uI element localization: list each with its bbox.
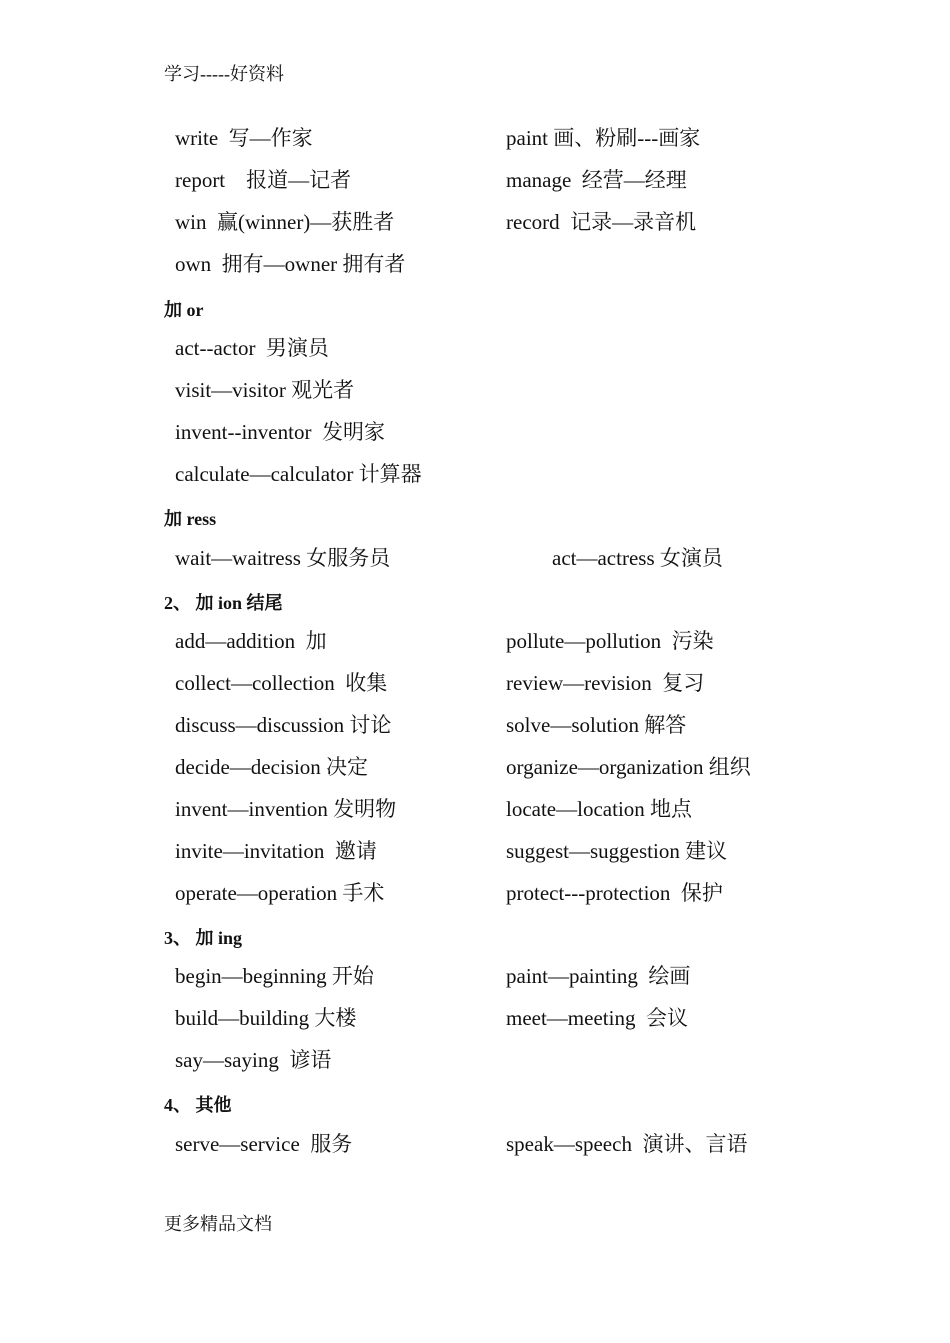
word-entry: solve—solution 解答	[506, 713, 687, 737]
word-entry: visit—visitor 观光者	[175, 378, 355, 402]
word-entry: add—addition 加	[175, 629, 327, 653]
section-title-ress: 加 ress	[164, 509, 217, 529]
word-entry: say—saying 谚语	[175, 1048, 332, 1072]
section-title-other: 4、 其他	[164, 1095, 232, 1115]
word-entry: build—building 大楼	[175, 1006, 357, 1030]
word-entry: invent—invention 发明物	[175, 797, 397, 821]
section-title-or: 加 or	[164, 300, 204, 320]
word-entry: speak—speech 演讲、言语	[506, 1132, 748, 1156]
page-header: 学习-----好资料	[164, 64, 284, 84]
word-entry: paint—painting 绘画	[506, 964, 691, 988]
word-entry: serve—service 服务	[175, 1132, 353, 1156]
word-entry: invite—invitation 邀请	[175, 839, 377, 863]
section-title-ing: 3、 加 ing	[164, 928, 243, 948]
word-entry: begin—beginning 开始	[175, 964, 374, 988]
word-entry: meet—meeting 会议	[506, 1006, 688, 1030]
page-footer: 更多精品文档	[164, 1214, 272, 1234]
word-entry: collect—collection 收集	[175, 671, 388, 695]
word-entry: record 记录—录音机	[506, 210, 697, 234]
word-entry: win 赢(winner)—获胜者	[175, 210, 395, 234]
word-entry: locate—location 地点	[506, 797, 693, 821]
word-entry: report 报道—记者	[175, 168, 352, 192]
word-entry: pollute—pollution 污染	[506, 629, 714, 653]
word-entry: suggest—suggestion 建议	[506, 839, 728, 863]
word-entry: protect---protection 保护	[506, 881, 723, 905]
word-entry: paint 画、粉刷---画家	[506, 126, 701, 150]
word-entry: act—actress 女演员	[552, 546, 723, 570]
word-entry: discuss—discussion 讨论	[175, 713, 392, 737]
word-entry: own 拥有—owner 拥有者	[175, 252, 406, 276]
word-entry: write 写—作家	[175, 126, 313, 150]
section-title-ion: 2、 加 ion 结尾	[164, 593, 283, 613]
word-entry: operate—operation 手术	[175, 881, 385, 905]
word-entry: manage 经营—经理	[506, 168, 687, 192]
word-entry: review—revision 复习	[506, 671, 705, 695]
word-entry: decide—decision 决定	[175, 755, 369, 779]
word-entry: organize—organization 组织	[506, 755, 751, 779]
word-entry: calculate—calculator 计算器	[175, 462, 422, 486]
word-entry: invent--inventor 发明家	[175, 420, 385, 444]
word-entry: act--actor 男演员	[175, 336, 329, 360]
word-entry: wait—waitress 女服务员	[175, 546, 391, 570]
